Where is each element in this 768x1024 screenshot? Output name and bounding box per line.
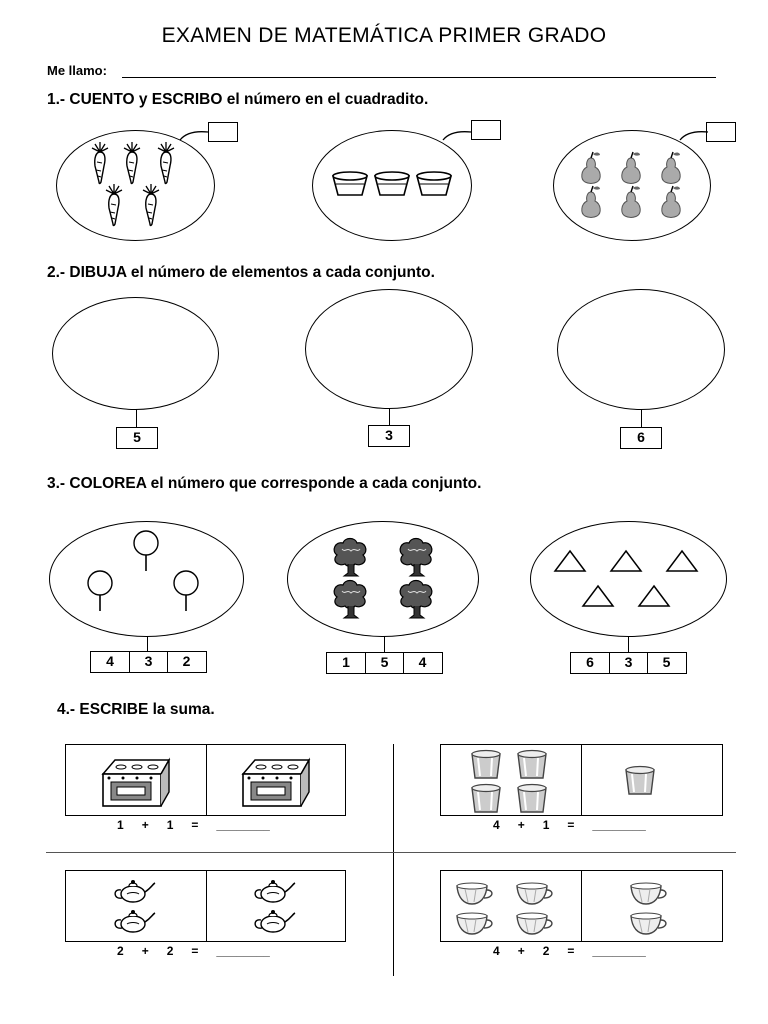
addend-b: 2: [542, 944, 550, 958]
tree-icon-group: [287, 521, 479, 637]
pear-icon: [582, 186, 600, 218]
section-1-keyword: CUENTO y ESCRIBO: [69, 91, 223, 108]
plus-sign: +: [141, 818, 149, 832]
teacup-icon: [631, 913, 666, 934]
addend-b: 1: [166, 818, 174, 832]
teacup-icon: [517, 913, 552, 934]
pear-icon: [582, 152, 600, 184]
addend-a: 4: [493, 944, 500, 958]
target-number-box-1: 5: [116, 427, 158, 449]
stem-line: [384, 636, 385, 653]
triangle-icon: [667, 551, 697, 571]
stove-icon: [243, 760, 309, 806]
answer-blank[interactable]: ________: [592, 818, 646, 832]
answer-blank[interactable]: ________: [592, 944, 646, 958]
plus-sign: +: [517, 818, 525, 832]
equation-1: [108, 818, 279, 832]
section-2-number: 2.-: [47, 264, 66, 281]
stem-line: [628, 636, 629, 653]
pear-icon: [622, 186, 640, 218]
tree-icon: [334, 539, 366, 577]
pear-icon: [622, 152, 640, 184]
number-options-3: [570, 652, 687, 674]
teacup-icon: [457, 913, 492, 934]
teacup-icon: [457, 883, 492, 904]
stem-line: [641, 409, 642, 427]
section-2-keyword: DIBUJA: [69, 264, 127, 281]
number-option[interactable]: 3: [129, 652, 167, 672]
pear-icon: [662, 152, 680, 184]
teapot-icon: [255, 910, 295, 932]
section-2-instruction: el número de elementos a cada conjunto.: [130, 264, 435, 281]
stem-line: [147, 636, 148, 652]
stove-icon: [103, 760, 169, 806]
carrot-icon: [143, 184, 159, 226]
draw-circle-3[interactable]: [557, 289, 725, 410]
number-options-1: [90, 651, 207, 673]
pear-icon: [662, 186, 680, 218]
bucket-icon: [472, 751, 500, 779]
number-option[interactable]: 5: [365, 653, 403, 673]
section-1-instruction: el número en el cuadradito.: [226, 91, 429, 108]
triangle-icon: [583, 586, 613, 606]
section-3-number: 3.-: [47, 475, 66, 492]
section-4-instruction: la suma.: [152, 701, 215, 718]
section-1-title: [47, 91, 428, 109]
cup-icon: [375, 172, 409, 195]
teacup-icon: [517, 883, 552, 904]
stem-line: [136, 409, 137, 427]
draw-circle-1[interactable]: [52, 297, 219, 410]
tree-icon: [400, 539, 432, 577]
section-4-title: [57, 701, 215, 719]
teacup-icon-group: [440, 870, 723, 942]
section-4-number: 4.-: [57, 701, 76, 718]
section-3-title: [47, 475, 481, 493]
teapot-icon-group: [65, 870, 346, 942]
addend-a: 4: [493, 818, 500, 832]
carrot-icon: [124, 142, 140, 184]
bucket-icon: [518, 785, 546, 813]
teapot-icon: [255, 880, 295, 902]
answer-blank[interactable]: ________: [216, 944, 270, 958]
name-input-line[interactable]: [122, 77, 716, 78]
equation-2: [484, 818, 655, 832]
number-option[interactable]: 6: [586, 654, 594, 670]
section-3-keyword: COLOREA: [69, 475, 147, 492]
teapot-icon: [115, 910, 155, 932]
lollipop-icon: [134, 531, 158, 571]
bucket-icon: [518, 751, 546, 779]
pear-icon-group: [553, 130, 713, 240]
cup-icon: [333, 172, 367, 195]
target-number-box-3: 6: [620, 427, 662, 449]
addend-b: 1: [542, 818, 550, 832]
stove-icon-group: [65, 744, 346, 816]
bucket-icon: [626, 767, 654, 795]
lollipop-icon: [174, 571, 198, 611]
triangle-icon: [611, 551, 641, 571]
equation-3: [108, 944, 279, 958]
lollipop-icon-group: [49, 521, 244, 637]
carrot-icon: [92, 142, 108, 184]
target-number-box-2: 3: [368, 425, 410, 447]
addend-b: 2: [166, 944, 174, 958]
equation-4: [484, 944, 655, 958]
carrot-icon-group: [56, 130, 216, 240]
section-1-number: 1.-: [47, 91, 66, 108]
addend-a: 2: [117, 944, 124, 958]
teacup-icon: [631, 883, 666, 904]
divider-horizontal: [46, 852, 736, 853]
number-option[interactable]: 5: [647, 653, 685, 673]
number-option[interactable]: 4: [106, 653, 114, 669]
number-option[interactable]: 3: [609, 653, 647, 673]
answer-blank[interactable]: ________: [216, 818, 270, 832]
equals-sign: =: [191, 818, 199, 832]
tree-icon: [400, 581, 432, 619]
bucket-icon: [472, 785, 500, 813]
page-title: EXAMEN DE MATEMÁTICA PRIMER GRADO: [161, 24, 607, 47]
stem-line: [389, 408, 390, 426]
equals-sign: =: [191, 944, 199, 958]
section-4-keyword: ESCRIBE: [79, 701, 149, 718]
number-option[interactable]: 4: [403, 653, 441, 673]
divider-vertical: [393, 744, 394, 976]
bucket-icon-group: [440, 744, 723, 816]
name-label: Me llamo:: [47, 63, 107, 78]
section-2-title: [47, 264, 435, 282]
tree-icon: [334, 581, 366, 619]
equals-sign: =: [567, 944, 575, 958]
number-options-2: [326, 652, 443, 674]
carrot-icon: [158, 142, 174, 184]
triangle-icon: [639, 586, 669, 606]
carrot-icon: [106, 184, 122, 226]
answer-box-cups[interactable]: [471, 120, 501, 140]
section-3-instruction: el número que corresponde a cada conjunto.: [150, 475, 482, 492]
number-option[interactable]: 1: [342, 654, 350, 670]
triangle-icon-group: [530, 521, 727, 637]
cup-icon-group: [312, 130, 472, 240]
lollipop-icon: [88, 571, 112, 611]
plus-sign: +: [141, 944, 149, 958]
teapot-icon: [115, 880, 155, 902]
addend-a: 1: [117, 818, 124, 832]
draw-circle-2[interactable]: [305, 289, 473, 409]
triangle-icon: [555, 551, 585, 571]
plus-sign: +: [517, 944, 525, 958]
number-option[interactable]: 2: [167, 652, 205, 672]
cup-icon: [417, 172, 451, 195]
equals-sign: =: [567, 818, 575, 832]
